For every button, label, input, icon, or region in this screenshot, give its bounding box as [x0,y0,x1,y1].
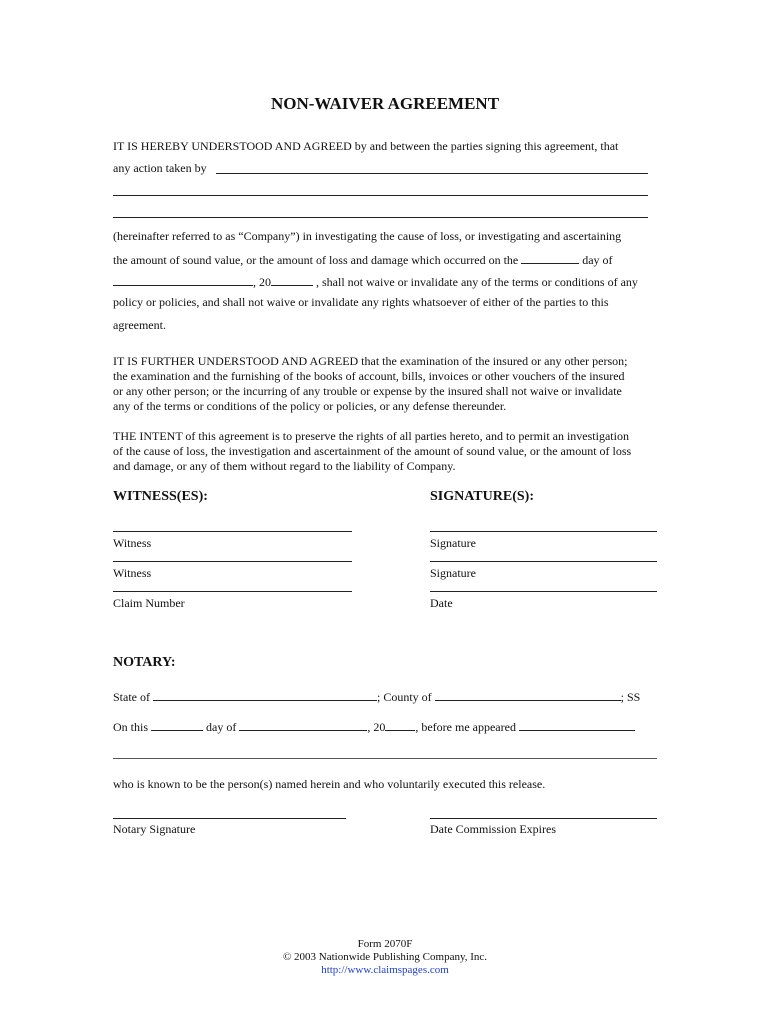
signature-1-label: Signature [430,536,476,550]
appeared-name-line2[interactable] [113,758,657,759]
commission-expires-line[interactable] [430,818,657,819]
witnesses-heading: WITNESS(ES): [113,489,208,504]
para2-line2: the examination and the furnishing of the books of account, bills, invoices or other vouchers of the insured [113,369,625,383]
notary-signature-line[interactable] [113,818,346,819]
notary-date-row [113,718,635,735]
para2-line4: any of the terms or conditions of the policy or policies, or any defense thereunder. [113,399,507,413]
para1-line5 [113,273,638,290]
para1-line3: (hereinafter referred to as “Company”) in investigating the cause of loss, or investigating and ascertaining [113,229,622,243]
signature-1-line[interactable] [430,531,657,532]
action-by-field-line3[interactable] [113,217,648,218]
date-line[interactable] [430,591,657,592]
para1-line4-suffix: day of [582,253,613,267]
para3-line1: THE INTENT of this agreement is to preserve the rights of all parties hereto, and to permit an investigation [113,429,629,443]
para1-line2 [113,161,207,176]
notary-day-field[interactable] [151,718,203,731]
state-field[interactable] [153,688,377,701]
witness-2-line[interactable] [113,561,352,562]
day-of-label: day of [206,720,237,734]
witness-1-label: Witness [113,536,152,550]
form-number: Form 2070F [357,938,413,950]
para1-line2-prefix: any action taken by [113,161,207,175]
para1-line7: agreement. [113,318,166,332]
para1-line4 [113,251,613,268]
para1-line5-mid: , 20 [253,275,271,289]
notary-state-row [113,688,640,705]
action-by-field[interactable] [216,173,648,174]
notary-year-field[interactable] [385,718,415,731]
notary-month-field[interactable] [239,718,367,731]
action-by-field-line2[interactable] [113,195,648,196]
para3-line2: of the cause of loss, the investigation and ascertainment of the amount of sound value, or the amount of loss [113,444,632,458]
para2-line3: or any other person; or the incurring of any trouble or expense by the insured shall not waive or invalidate [113,384,622,398]
para3-line3: and damage, or any of them without regard to the liability of Company. [113,459,456,473]
claim-number-line[interactable] [113,591,352,592]
date-label: Date [430,596,453,610]
para2-line1: IT IS FURTHER UNDERSTOOD AND AGREED that the examination of the insured or any other person; [113,354,628,368]
commission-expires-label: Date Commission Expires [430,822,556,836]
signature-2-line[interactable] [430,561,657,562]
state-label: State of [113,690,150,704]
website-link[interactable]: http://www.claimspages.com [321,964,449,976]
para1-line1: IT IS HEREBY UNDERSTOOD AND AGREED by and between the parties signing this agreement, that [113,139,619,153]
appeared-name-field[interactable] [519,718,635,731]
notary-signature-label: Notary Signature [113,822,196,836]
ss-label: ; SS [620,690,641,704]
signatures-heading: SIGNATURE(S): [430,489,534,504]
loss-day-field[interactable] [521,251,579,264]
on-this-label: On this [113,720,149,734]
comma-20-label: , 20 [367,720,386,734]
notary-heading: NOTARY: [113,655,176,670]
witness-2-label: Witness [113,566,152,580]
witness-1-line[interactable] [113,531,352,532]
page-title: NON-WAIVER AGREEMENT [270,94,500,113]
loss-year-field[interactable] [271,273,313,286]
before-me-label: , before me appeared [415,720,516,734]
signature-2-label: Signature [430,566,476,580]
para1-line4-prefix: the amount of sound value, or the amount of loss and damage which occurred on the [113,253,519,267]
loss-month-field[interactable] [113,273,253,286]
copyright: © 2003 Nationwide Publishing Company, Inc. [282,951,488,963]
claim-number-label: Claim Number [113,596,185,610]
county-field[interactable] [435,688,621,701]
known-person-text: who is known to be the person(s) named herein and who voluntarily executed this release. [113,777,546,791]
para1-line6: policy or policies, and shall not waive or invalidate any rights whatsoever of either of the parties to this [113,295,609,309]
county-label: ; County of [377,690,432,704]
para1-line5-suffix: , shall not waive or invalidate any of the terms or conditions of any [316,275,638,289]
